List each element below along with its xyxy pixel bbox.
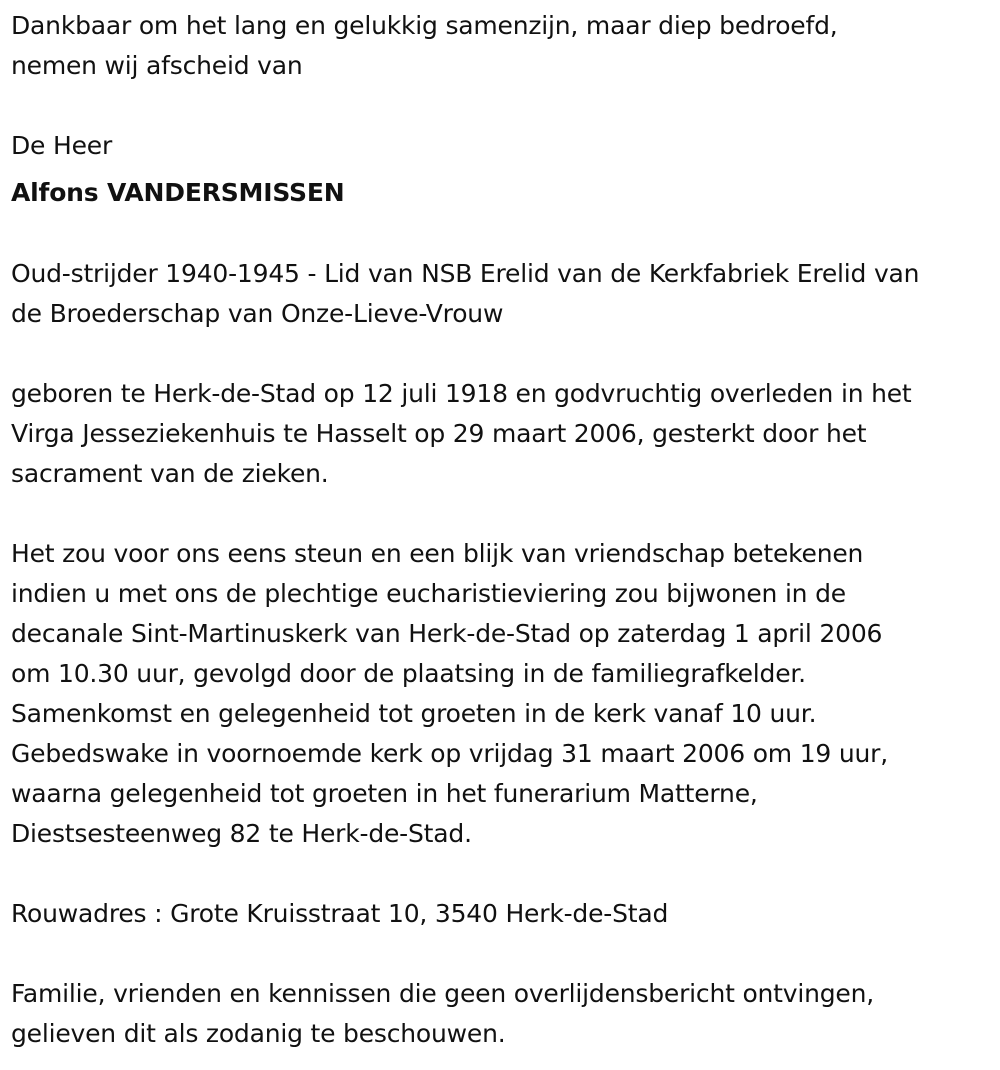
birth-death-line-2: Virga Jesseziekenhuis te Hasselt op 29 maart 2006, gesterkt door het (11, 419, 867, 448)
ceremony-line-8: Diestsesteenweg 82 te Herk-de-Stad. (11, 819, 472, 848)
honors-line-2: de Broederschap van Onze-Lieve-Vrouw (11, 299, 504, 328)
ceremony-line-1: Het zou voor ons eens steun en een blijk van vriendschap betekenen (11, 539, 864, 568)
ceremony-line-4: om 10.30 uur, gevolgd door de plaatsing in de familiegrafkelder. (11, 659, 806, 688)
deceased-name: Alfons VANDERSMISSEN (11, 178, 345, 207)
intro-line-1: Dankbaar om het lang en gelukkig samenzijn, maar diep bedroefd, (11, 11, 838, 40)
ceremony-line-3: decanale Sint-Martinuskerk van Herk-de-Stad op zaterdag 1 april 2006 (11, 619, 883, 648)
birth-death-line-3: sacrament van de zieken. (11, 459, 329, 488)
ceremony-line-7: waarna gelegenheid tot groeten in het funerarium Matterne, (11, 779, 758, 808)
deceased-title: De Heer (11, 131, 113, 160)
intro-line-2: nemen wij afscheid van (11, 51, 303, 80)
closing-line-1: Familie, vrienden en kennissen die geen overlijdensbericht ontvingen, (11, 979, 875, 1008)
closing-line-2: gelieven dit als zodanig te beschouwen. (11, 1019, 506, 1048)
ceremony-line-6: Gebedswake in voornoemde kerk op vrijdag 31 maart 2006 om 19 uur, (11, 739, 888, 768)
mourning-address: Rouwadres : Grote Kruisstraat 10, 3540 Herk-de-Stad (11, 899, 669, 928)
birth-death-line-1: geboren te Herk-de-Stad op 12 juli 1918 en godvruchtig overleden in het (11, 379, 912, 408)
ceremony-line-2: indien u met ons de plechtige eucharistieviering zou bijwonen in de (11, 579, 846, 608)
ceremony-line-5: Samenkomst en gelegenheid tot groeten in de kerk vanaf 10 uur. (11, 699, 817, 728)
honors-line-1: Oud-strijder 1940-1945 - Lid van NSB Erelid van de Kerkfabriek Erelid van (11, 259, 920, 288)
